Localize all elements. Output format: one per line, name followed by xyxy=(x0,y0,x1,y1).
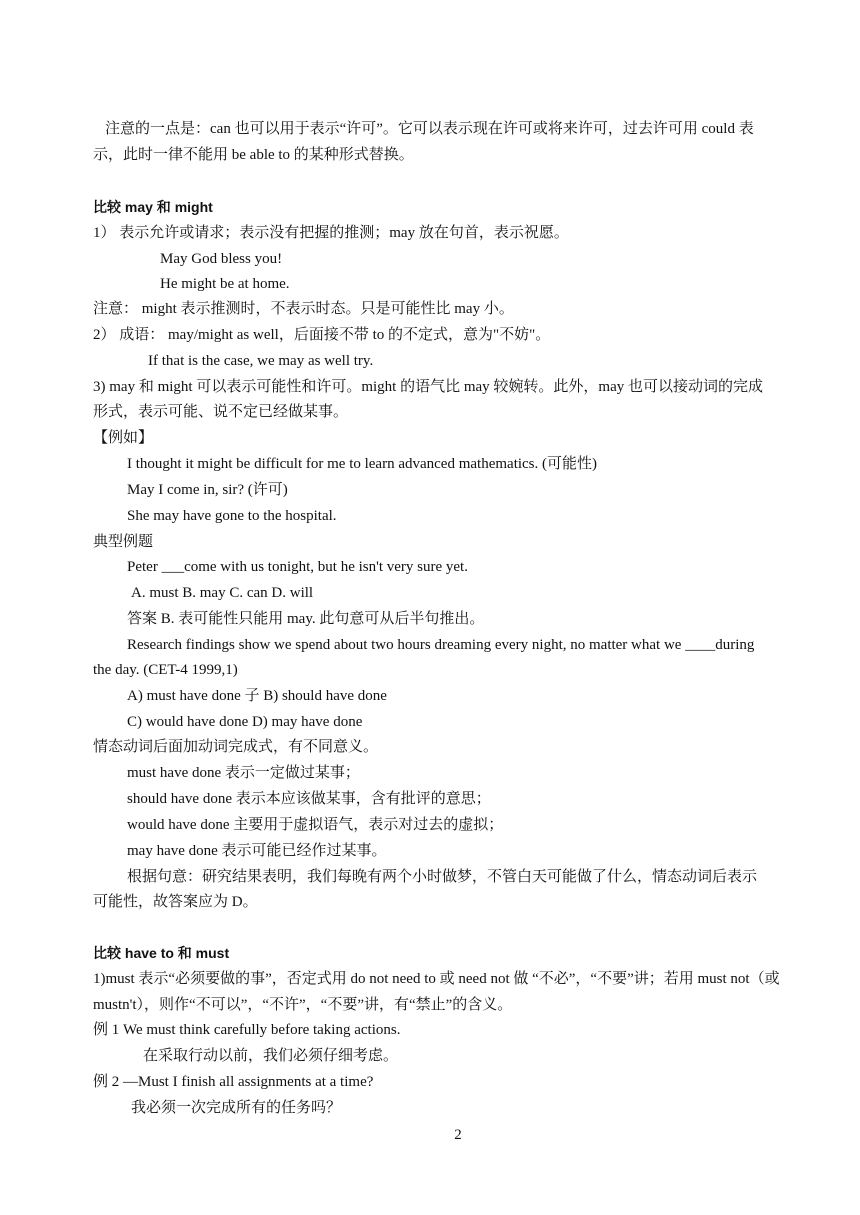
text-line: mustn't），则作“不可以”，“不许”，“不要”讲，有“禁止”的含义。 xyxy=(93,997,513,1013)
text-line: May God bless you! xyxy=(160,251,283,267)
text-line: A) must have done 子 B) should have done xyxy=(127,688,387,704)
text-line: 典型例题 xyxy=(93,534,154,550)
section-heading: 比较 may 和 might xyxy=(93,199,213,215)
page-number: 2 xyxy=(454,1127,462,1143)
text-line: C) would have done D) may have done xyxy=(127,714,363,730)
text-line: 2） 成语： may/might as well，后面接不带 to 的不定式，意为"不妨"。 xyxy=(93,327,551,343)
text-line: 1)must 表示“必须要做的事”，否定式用 do not need to 或 need not 做 “不必”，“不要”讲；若用 must not（或 xyxy=(93,971,780,987)
text-line: I thought it might be difficult for me to learn advanced mathematics. (可能性) xyxy=(127,456,598,472)
text-line: may have done 表示可能已经作过某事。 xyxy=(127,843,387,859)
text-line: If that is the case, we may as well try. xyxy=(148,353,374,369)
text-line: would have done 主要用于虚拟语气，表示对过去的虚拟； xyxy=(127,817,504,833)
section-heading: 比较 have to 和 must xyxy=(93,945,230,961)
text-line: 1） 表示允许或请求；表示没有把握的推测；may 放在句首，表示祝愿。 xyxy=(93,225,569,241)
text-line: 形式，表示可能、说不定已经做某事。 xyxy=(93,404,349,420)
text-line: 注意的一点是：can 也可以用于表示“许可”。它可以表示现在许可或将来许可，过去许可用 could 表 xyxy=(105,121,754,137)
text-line: 3) may 和 might 可以表示可能性和许可。might 的语气比 may 较婉转。此外，may 也可以接动词的完成 xyxy=(93,379,763,395)
text-line: Research findings show we spend about two hours dreaming every night, no matter what we ____during xyxy=(127,637,755,653)
text-line: 示，此时一律不能用 be able to 的某种形式替换。 xyxy=(93,147,414,163)
text-line: She may have gone to the hospital. xyxy=(127,508,337,524)
text-line: 例 2 —Must I finish all assignments at a time? xyxy=(93,1074,374,1090)
text-line: must have done 表示一定做过某事； xyxy=(127,765,360,781)
text-line: He might be at home. xyxy=(160,276,290,292)
text-line: 【例如】 xyxy=(93,430,154,446)
text-line: 根据句意：研究结果表明，我们每晚有两个小时做梦，不管白天可能做了什么，情态动词后表示 xyxy=(127,869,758,885)
text-line: 可能性，故答案应为 D。 xyxy=(93,894,258,910)
text-line: 答案 B. 表可能性只能用 may. 此句意可从后半句推出。 xyxy=(127,611,485,627)
text-line: Peter ___come with us tonight, but he isn't very sure yet. xyxy=(127,559,468,575)
text-line: should have done 表示本应该做某事，含有批评的意思； xyxy=(127,791,491,807)
text-line: 例 1 We must think carefully before taking actions. xyxy=(93,1022,401,1038)
text-line: May I come in, sir? (许可) xyxy=(127,482,288,498)
text-line: 情态动词后面加动词完成式，有不同意义。 xyxy=(93,739,379,755)
text-line: A. must B. may C. can D. will xyxy=(131,585,314,601)
text-line: 注意： might 表示推测时，不表示时态。只是可能性比 may 小。 xyxy=(93,301,514,317)
text-line: 在采取行动以前，我们必须仔细考虑。 xyxy=(143,1048,399,1064)
text-line: the day. (CET-4 1999,1) xyxy=(93,662,238,678)
text-line: 我必须一次完成所有的任务吗？ xyxy=(131,1100,342,1116)
